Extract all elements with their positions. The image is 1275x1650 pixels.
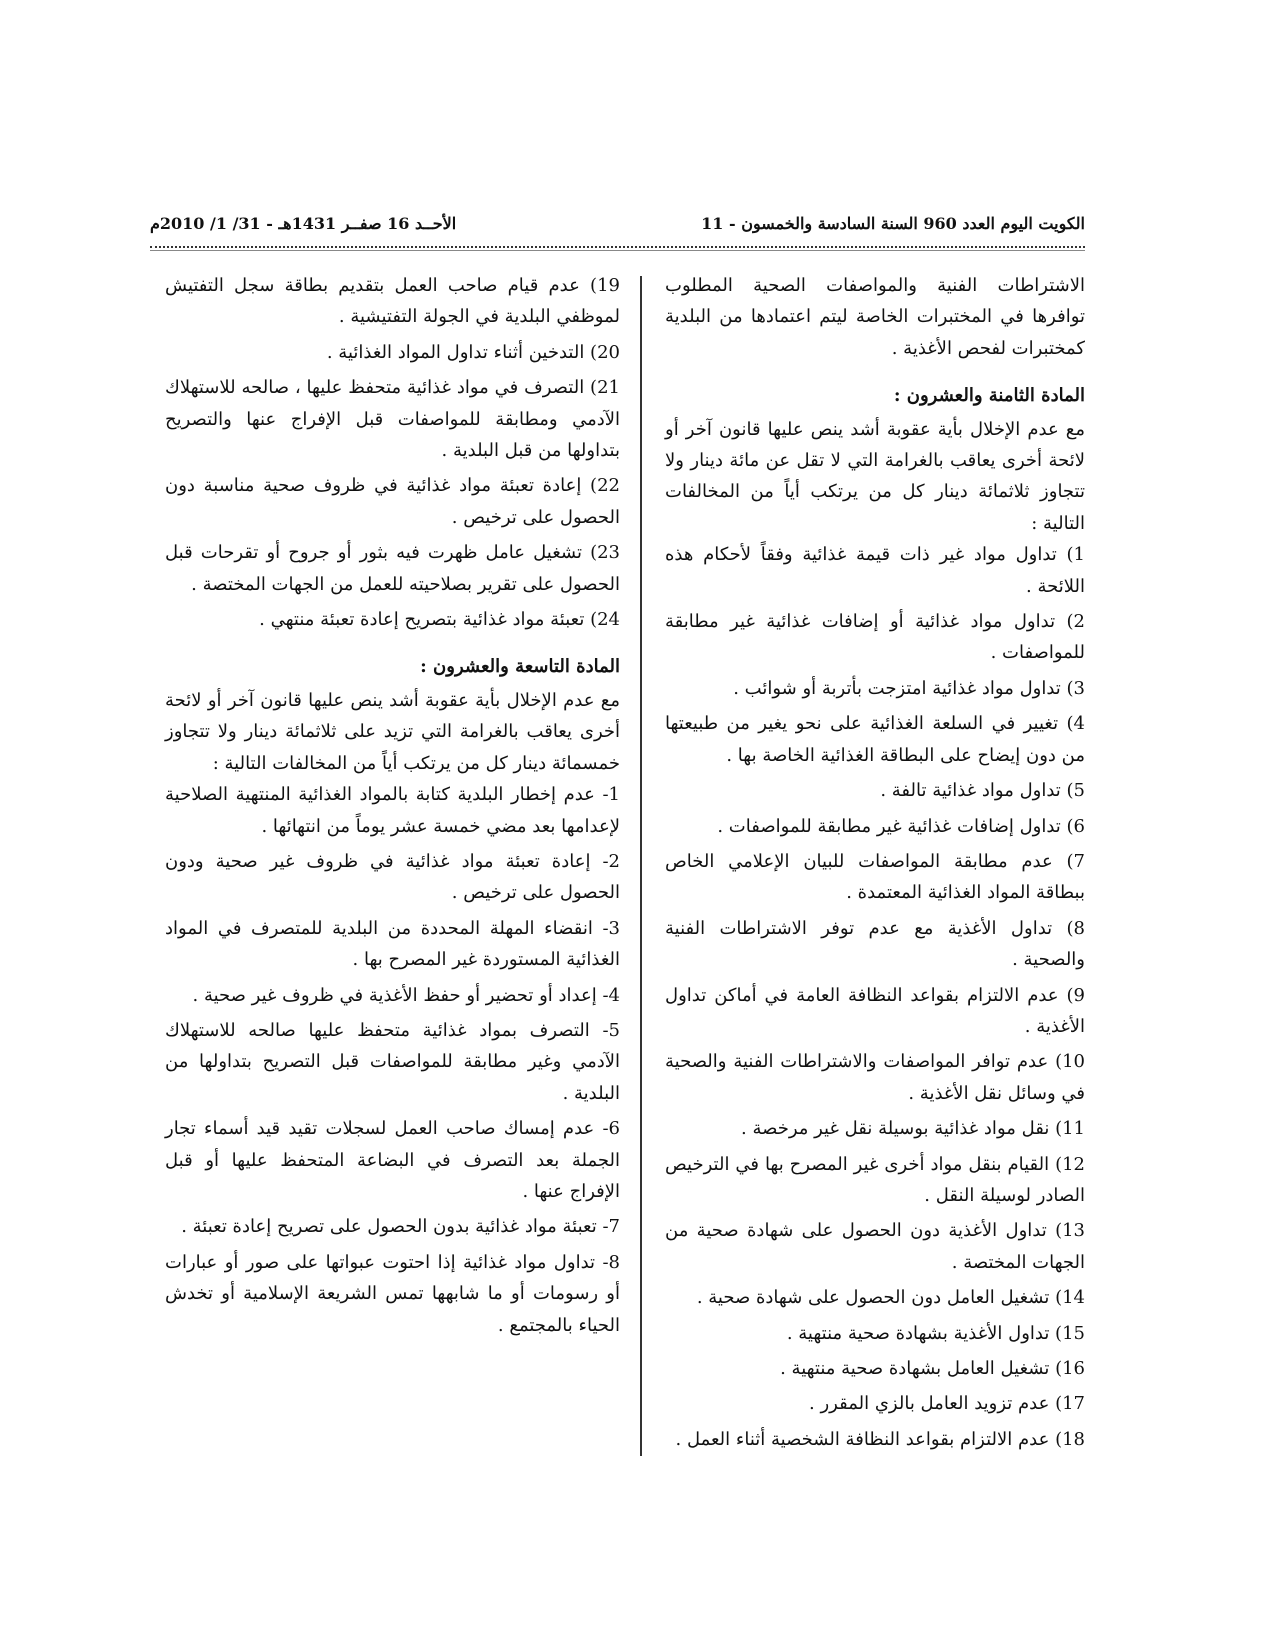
page-header bbox=[150, 208, 1085, 238]
article-28-item: 18) عدم الالتزام بقواعد النظافة الشخصية أثناء العمل . bbox=[675, 1428, 1085, 1450]
article-28-item: 4) تغيير في السلعة الغذائية على نحو يغير من طبيعتها من دون إيضاح على البطاقة الغذائية الخاصة بها . bbox=[665, 713, 1085, 766]
article-28-item: 12) القيام بنقل مواد أخرى غير المصرح بها في الترخيص الصادر لوسيلة النقل . bbox=[665, 1153, 1085, 1206]
article-28-item: 6) تداول إضافات غذائية غير مطابقة للمواصفات . bbox=[717, 815, 1085, 837]
article-28-item: 16) تشغيل العامل بشهادة صحية منتهية . bbox=[780, 1358, 1085, 1379]
article-28-item: 17) عدم تزويد العامل بالزي المقرر . bbox=[809, 1393, 1085, 1415]
article-28-item: 5) تداول مواد غذائية تالفة . bbox=[880, 780, 1085, 802]
article-28-item: 13) تداول الأغذية دون الحصول على شهادة صحية من الجهات المختصة . bbox=[665, 1220, 1085, 1273]
header-rule bbox=[150, 250, 1085, 251]
article-28-item: 3) تداول مواد غذائية امتزجت بأتربة أو شوائب . bbox=[733, 677, 1085, 699]
article-28-heading: المادة الثامنة والعشرون : bbox=[893, 385, 1085, 407]
article-28-item: 14) تشغيل العامل دون الحصول على شهادة صحية . bbox=[696, 1287, 1085, 1309]
article-28-item: 20) التدخين أثناء تداول المواد الغذائية . bbox=[326, 341, 620, 363]
article-28-item: 8) تداول الأغذية مع عدم توفر الاشتراطات الفنية والصحية . bbox=[665, 917, 1085, 971]
article-28-item: 24) تعبئة مواد غذائية بتصريح إعادة تعبئة منتهي . bbox=[259, 609, 620, 631]
article-29-item: 1- عدم إخطار البلدية كتابة بالمواد الغذائية المنتهية الصلاحية لإعدامها بعد مضي خمسة عشر يوماً من انتهائها . bbox=[165, 784, 620, 837]
article-28-item: 15) تداول الأغذية بشهادة صحية منتهية . bbox=[786, 1322, 1085, 1344]
left-column bbox=[165, 270, 620, 1345]
article-29-item: 4- إعداد أو تحضير أو حفظ الأغذية في ظروف غير صحية . bbox=[192, 984, 620, 1006]
article-29-item: 5- التصرف بمواد غذائية متحفظ عليها صالحه للاستهلاك الآدمي وغير مطابقة للمواصفات قبل التصريح بتداولها من البلدية . bbox=[165, 1019, 620, 1104]
article-29-heading: المادة التاسعة والعشرون : bbox=[420, 656, 620, 678]
article-28-item: 2) تداول مواد غذائية أو إضافات غذائية غير مطابقة للمواصفات . bbox=[665, 611, 1085, 664]
article-28-item: 1) تداول مواد غير ذات قيمة غذائية وفقاً لأحكام هذه اللائحة . bbox=[665, 544, 1085, 597]
column-divider bbox=[640, 276, 642, 1456]
article-28-item: 22) إعادة تعبئة مواد غذائية في ظروف صحية مناسبة دون الحصول على ترخيص . bbox=[165, 475, 620, 528]
article-29-body: مع عدم الإخلال بأية عقوبة أشد ينص عليها قانون آخر أو لائحة أخرى يعاقب بالغرامة التي تزيد على ثلاثمائة دينار ولا تتجاوز خمسمائة دينار كل من يرتكب أياً من المخالفات التالية : bbox=[165, 689, 620, 774]
article-28-item: 7) عدم مطابقة المواصفات للبيان الإعلامي الخاص ببطاقة المواد الغذائية المعتمدة . bbox=[665, 850, 1085, 904]
header-rule-dotted bbox=[150, 246, 1085, 248]
article-29-item: 3- انقضاء المهلة المحددة من البلدية للمتصرف في المواد الغذائية المستوردة غير المصرح بها . bbox=[165, 917, 620, 971]
article-28-body: مع عدم الإخلال بأية عقوبة أشد ينص عليها قانون آخر أو لائحة أخرى يعاقب بالغرامة التي لا تقل عن مائة دينار ولا تتجاوز ثلاثمائة دينار كل من يرتكب أياً من المخالفات التالية : bbox=[665, 418, 1085, 534]
article-28-item: 23) تشغيل عامل ظهرت فيه بثور أو جروح أو تقرحات قبل الحصول على تقرير بصلاحيته للعمل من الجهات المختصة . bbox=[165, 542, 620, 595]
article-29-item: 7- تعبئة مواد غذائية بدون الحصول على تصريح إعادة تعبئة . bbox=[181, 1216, 620, 1238]
article-28-item: 10) عدم توافر المواصفات والاشتراطات الفنية والصحية في وسائل نقل الأغذية . bbox=[665, 1051, 1085, 1104]
header-issue-info: الكويت اليوم العدد 960 السنة السادسة والخمسون - 11 bbox=[701, 214, 1085, 233]
article-28-item: 9) عدم الالتزام بقواعد النظافة العامة في أماكن تداول الأغذية . bbox=[665, 984, 1085, 1037]
right-intro-paragraph: الاشتراطات الفنية والمواصفات الصحية المطلوب توافرها في المختبرات الخاصة ليتم اعتمادها من البلدية كمختبرات لفحص الأغذية . bbox=[665, 275, 1085, 359]
header-date: الأحــد 16 صفــر 1431هـ - 31/ 1/ 2010م bbox=[150, 214, 457, 233]
right-column bbox=[665, 270, 1085, 1459]
article-28-item: 21) التصرف في مواد غذائية متحفظ عليها ، صالحه للاستهلاك الآدمي ومطابقة للمواصفات قبل الإفراج عنها والتصريح بتداولها من قبل البلدية . bbox=[165, 377, 620, 462]
article-28-item: 11) نقل مواد غذائية بوسيلة نقل غير مرخصة . bbox=[741, 1118, 1085, 1140]
article-28-item: 19) عدم قيام صاحب العمل بتقديم بطاقة سجل التفتيش لموظفي البلدية في الجولة التفتيشية . bbox=[165, 275, 620, 328]
article-29-item: 2- إعادة تعبئة مواد غذائية في ظروف غير صحية ودون الحصول على ترخيص . bbox=[165, 850, 620, 904]
article-29-item: 8- تداول مواد غذائية إذا احتوت عبواتها على صور أو عبارات أو رسومات أو ما شابهها تمس الشريعة الإسلامية أو تخدش الحياء بالمجتمع . bbox=[165, 1251, 620, 1336]
article-29-item: 6- عدم إمساك صاحب العمل لسجلات تقيد قيد أسماء تجار الجملة بعد التصرف في البضاعة المتحفظ عليها أو قبل الإفراج عنها . bbox=[165, 1118, 620, 1202]
